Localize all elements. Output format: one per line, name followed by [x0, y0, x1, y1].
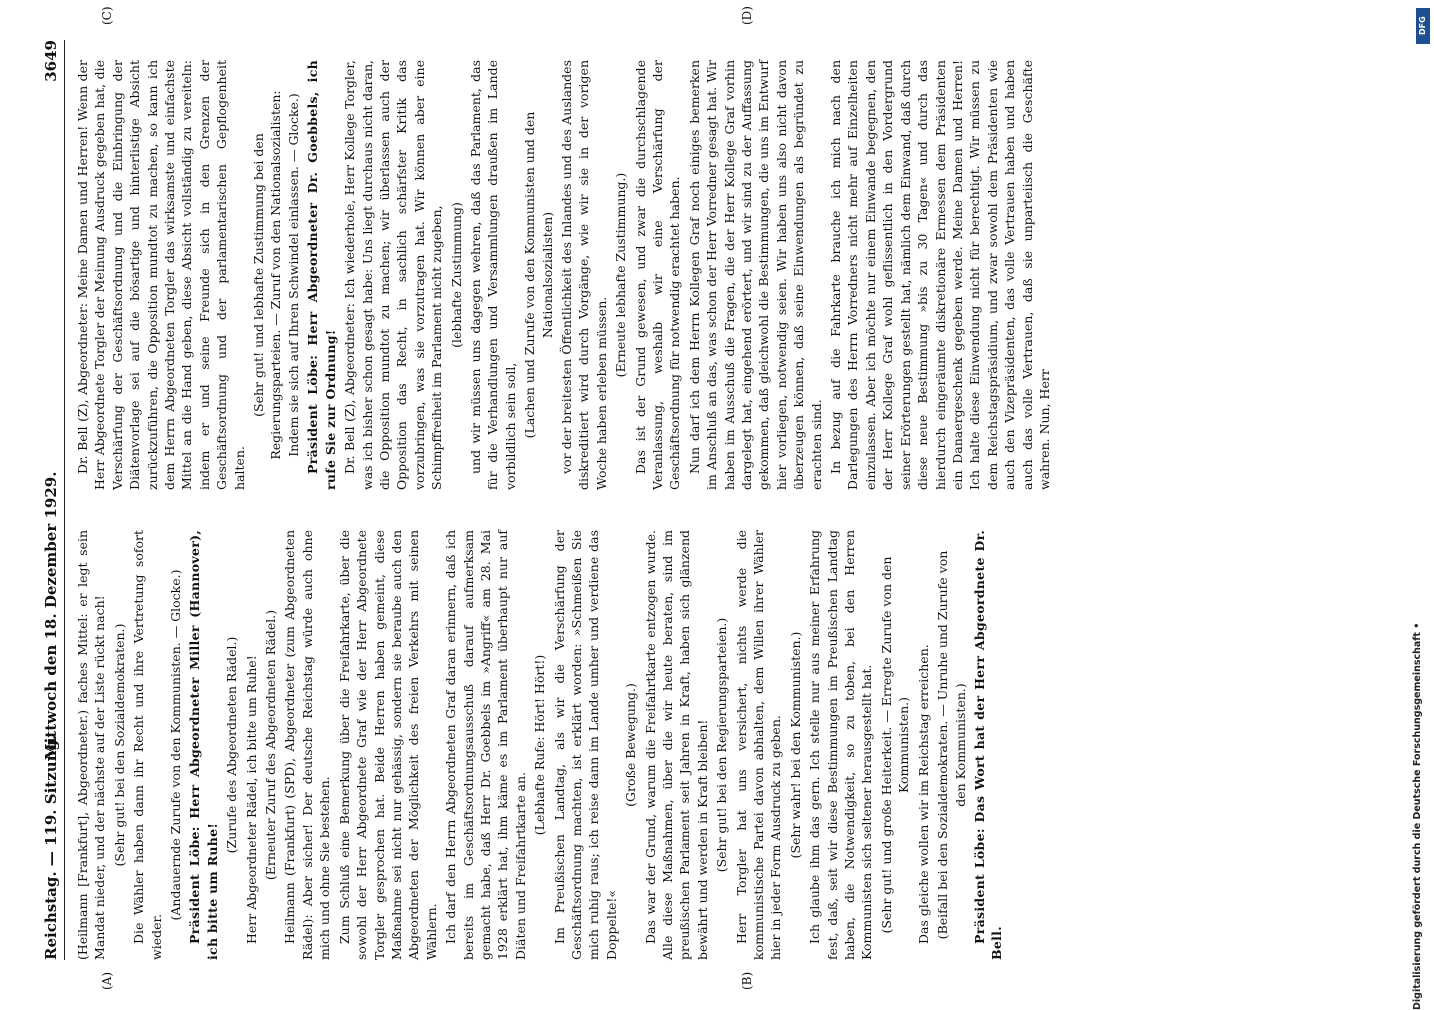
margin-marker-d: (D) — [740, 6, 754, 25]
interjection: (Sehr gut! bei den Sozialdemokraten.) — [111, 623, 127, 867]
interjection: (Sehr gut! bei den Regierungsparteien.) — [714, 617, 730, 873]
interjection: (Zurufe des Abgeordneten Rädel.) — [224, 636, 240, 854]
running-header — [40, 40, 65, 960]
interjection: (Lebhafte Rufe: Hört! Hört!) — [532, 654, 548, 836]
interjection: (Lachen und Zurufe von den Kommunisten und den Nationalsozialisten) — [522, 111, 555, 439]
right-column — [74, 60, 1055, 490]
speaker-paragraph: Präsident Löbe: Herr Abgeordneter Dr. Goebbels, ich rufe Sie zur Ordnung! — [305, 60, 338, 490]
margin-marker-b: (B) — [740, 971, 754, 990]
interjection: (Erneuter Zuruf des Abgeordneten Rädel.) — [263, 609, 279, 881]
paragraph: (Heilmann [Frankfurt], Abgeordneter.) faches Mittel: er legt sein Mandat nieder, und der nächste auf der Liste rückt nach! — [75, 530, 108, 960]
margin-marker-c: (C) — [100, 6, 114, 25]
page-content — [40, 6, 1340, 990]
paragraph: Herr Abgeordneter Rädel, ich bitte um Ruhe! — [243, 655, 259, 944]
speaker-paragraph: Heilmann (Frankfurt) (SPD), Abgeordneter (zum Abgeordneten Rädel): Aber sicher! Der deutsche Reichstag würde auch ohne mich und ohne Sie bestehen. — [282, 530, 333, 960]
header-date: Mittwoch den 18. Dezember 1929. — [42, 471, 60, 760]
header-session: Reichstag. — 119. Sitzung. — [42, 734, 60, 960]
paragraph: Ich glaube ihm das gern. Ich stelle nur aus meiner Erfahrung fest, daß, seit wir diese Bestimmungen im Preußischen Landtag haben, die Notwendigkeit, so zu toben, bei den Herren Kommunisten sich seltener herausgestellt hat. — [807, 530, 875, 960]
paragraph: Im Preußischen Landtag, als wir die Verschärfung der Geschäftsordnung machten, ist erklärt worden: »Schmeißen Sie mich ruhig raus; ich reise dann im Lande umher und verdiene das Doppelte!« — [551, 530, 619, 960]
paragraph: Ich darf den Herrn Abgeordneten Graf daran erinnern, daß ich bereits im Geschäftsordnungsausschuß darauf aufmerksam gemacht habe, daß Herr Dr. Goebbels im »Angriff« am 28. Mai 1928 erklärt hat, ihm käme es im Parlament überhaupt nur auf Diäten und Freifahrtkarte an. — [443, 530, 528, 960]
interjection: (Große Bewegung.) — [623, 683, 639, 807]
interjection: (Sehr gut! und große Heiterkeit. — Erregte Zurufe von den Kommunisten.) — [878, 556, 912, 934]
paragraph: und wir müssen uns dagegen wehren, daß das Parlament, das für die Verhandlungen und Versammlungen draußen im Lande vorbildlich sein soll, — [467, 60, 518, 490]
margin-marker-a: (A) — [100, 971, 114, 990]
paragraph: Das war der Grund, warum die Freifahrtkarte entzogen wurde. Alle diese Maßnahmen, über die wir heute beraten, sind im preußischen Parlament seit Jahren in Kraft, haben sich glänzend bewährt und werden in Kraft bleiben! — [642, 530, 710, 960]
paragraph: vor der breitesten Öffentlichkeit des Inlandes und des Auslandes diskreditiert wird durch Vorgänge, wie wir sie in der vorigen Woche haben erleben müssen. — [558, 60, 609, 490]
page-number: 3649 — [42, 40, 60, 82]
speaker-paragraph: Dr. Bell (Z), Abgeordneter: Ich wiederhole, Herr Kollege Torgler, was ich bisher schon gesagt habe: Uns liegt durchaus nicht daran, die Opposition mundtot zu machen; wir überlassen auch der Opposition das Recht, in sachlich schärfster Kritik das vorzubringen, was sie vorzutragen hat. Wir können aber eine Schimpffreiheit im Parlament nicht zugeben, — [342, 60, 445, 490]
interjection: (Sehr wahr! bei den Kommunisten.) — [787, 631, 803, 859]
paragraph: Das ist der Grund gewesen, und zwar die durchschlagende Veranlassung, weshalb wir eine Verschärfung der Geschäftsordnung für notwendig erachtet haben. — [632, 60, 683, 490]
speaker-paragraph: Präsident Löbe: Das Wort hat der Herr Abgeordnete Dr. Bell. — [971, 530, 1005, 960]
interjection: (Beifall bei den Sozialdemokraten. — Unruhe und Zurufe von den Kommunisten.) — [935, 550, 968, 940]
interjection: (Sehr gut! und lebhafte Zustimmung bei den Regierungsparteien. — Zuruf von den Nationalsozialisten: Indem sie sich auf Ihren Schwindel einlassen. — Glocke.) — [251, 90, 301, 460]
paragraph: Das gleiche wollen wir im Reichstag erreichen. — [915, 644, 931, 944]
interjection: (Erneute lebhafte Zustimmung.) — [613, 172, 629, 378]
dfg-logo: DFG — [1416, 8, 1430, 44]
left-column — [74, 530, 1008, 960]
speaker-paragraph: Dr. Bell (Z), Abgeordneter: Meine Damen und Herren! Wenn der Herr Abgeordnete Torgler der Meinung Ausdruck gegeben hat, die Verschärfung der Geschäftsordnung und die Einbringung der Diätenvorlage sei auf die bösartige und hinterlistige Absicht zurückzuführen, die Opposition mundtot zu machen, so kann ich dem Herrn Abgeordneten Torgler das wirksamste und einfachste Mittel an die Hand geben, diese Absicht vollständig zu vereiteln: indem er und seine Freunde sich in den Grenzen der Geschäftsordnung und der parlamentarischen Gepflogenheit halten. — [75, 60, 247, 490]
paragraph: Die Wähler haben dann ihr Recht und ihre Vertretung sofort wieder. — [131, 530, 164, 960]
paragraph: Nun darf ich dem Herrn Kollegen Graf noch einiges bemerken im Anschluß an das, was schon der Herr Vorredner gesagt hat. Wir haben im Ausschuß die Fragen, die der Herr Kollege Graf vorhin dargelegt hat, eingehend erörtert, und wir sind zu der Auffassung gekommen, daß gleichwohl die Bestimmungen, die uns im Entwurf hier vorliegen, notwendig seien. Wir haben uns also nicht davon überzeugen können, daß seine Einwendungen als begründet zu erachten sind. — [686, 60, 824, 490]
digitization-note: Digitalisierung gefördert durch die Deutsche Forschungsgemeinschaft • — [1412, 622, 1423, 1010]
speaker-paragraph: Präsident Löbe: Herr Abgeordneter Miller (Hannover), ich bitte um Ruhe! — [187, 530, 220, 960]
interjection: (lebhafte Zustimmung) — [448, 202, 464, 348]
paragraph: In bezug auf die Fahrkarte brauche ich mich nach den Darlegungen des Herrn Vorredners nicht mehr auf Einzelheiten einzulassen. Aber ich möchte nur einem Einwande begegnen, den der Herr Kollege Graf wohl geflissentlich in den Vordergrund seiner Erörterungen gestellt hat, nämlich dem Einwand, daß durch diese neue Bestimmung »bis zu 30 Tagen« und durch das hierdurch eingeräumte diskretionäre Ermessen dem Präsidenten ein Danaergeschenk gegeben werde. Meine Damen und Herren! Ich halte diese Einwendung nicht für berechtigt. Wir müssen zu dem Reichstagspräsidium, und zwar sowohl dem Präsidenten wie auch den Vizepräsidenten, das volle Vertrauen haben und haben auch das volle Vertrauen, daß sie unparteiisch die Geschäfte wahren. Nun, Herr — [828, 60, 1052, 490]
paragraph: Herr Torgler hat uns versichert, nichts werde die kommunistische Partei davon abhalten, dem Willen ihrer Wähler hier in jeder Form Ausdruck zu geben. — [733, 530, 784, 960]
paragraph: Zum Schluß eine Bemerkung über die Freifahrkarte, über die sowohl der Herr Abgeordnete Graf wie der Herr Abgeordnete Torgler gesprochen hat. Beide Herren haben gemeint, diese Maßnahme sei nicht nur gehässig, sondern sie beraube auch den Abgeordneten der Möglichkeit des freien Verkehrs mit seinen Wählern. — [336, 530, 439, 960]
interjection: (Andauernde Zurufe von den Kommunisten. — Glocke.) — [168, 569, 184, 921]
